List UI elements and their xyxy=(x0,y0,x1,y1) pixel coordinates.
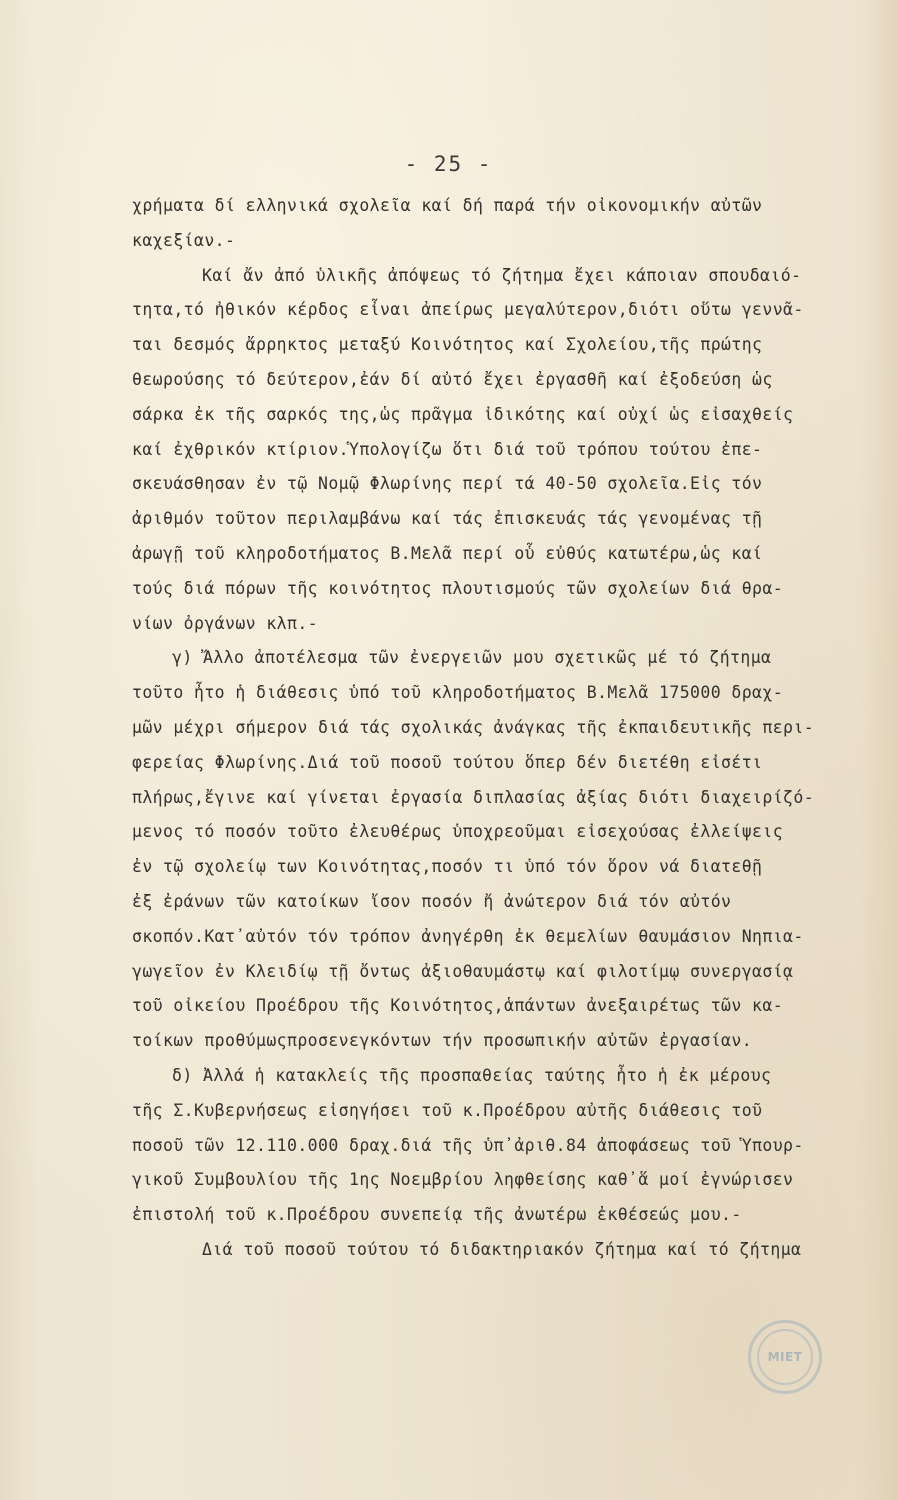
text-line: τῆς Σ.Κυβερνήσεως εἰσηγήσει τοῦ κ.Προέδρου αὐτῆς διάθεσις τοῦ xyxy=(132,1100,763,1120)
text-line: φερείας Φλωρίνης.Διά τοῦ ποσοῦ τούτου ὅπερ δέν διετέθη εἰσέτι xyxy=(132,752,763,772)
text-line: σκοπόν.Κατ᾿αὐτόν τόν τρόπον ἀνηγέρθη ἐκ θεμελίων θαυμάσιον Νηπια- xyxy=(132,926,804,946)
stamp-label: ΜΙΕΤ xyxy=(757,1329,813,1385)
text-line: Καί ἄν ἀπό ὑλικῆς ἀπόψεως τό ζήτημα ἔχει κάποιαν σπουδαιό- xyxy=(202,265,802,285)
page-number: - 25 - xyxy=(404,152,493,176)
text-line: πλήρως,ἔγινε καί γίνεται ἐργασία διπλασίας ἀξίας διότι διαχειρίζό- xyxy=(132,787,815,807)
text-line: τοῦτο ἦτο ἡ διάθεσις ὑπό τοῦ κληροδοτήματος Β.Μελᾶ 175000 δραχ- xyxy=(132,683,784,703)
text-line: θεωρούσης τό δεύτερον,ἐάν δί αὐτό ἔχει ἐργασθῆ καί ἐξοδεύση ὡς xyxy=(132,369,773,389)
text-line: ἀρωγῇ τοῦ κληροδοτήματος Β.Μελᾶ περί οὗ εὐθύς κατωτέρω,ὡς καί xyxy=(132,543,763,563)
text-line: τοῦ οἰκείου Προέδρου τῆς Κοινότητος,ἁπάντων ἀνεξαιρέτως τῶν κα- xyxy=(132,996,784,1016)
text-line: δ) Ἀλλά ἡ κατακλείς τῆς προσπαθείας ταύτης ἦτο ἡ ἐκ μέρους xyxy=(172,1065,772,1085)
text-line: γ) Ἄλλο ἀποτέλεσμα τῶν ἐνεργειῶν μου σχετικῶς μέ τό ζήτημα xyxy=(172,648,772,668)
text-line: γωγεῖον ἐν Κλειδίῳ τῇ ὄντως ἀξιοθαυμάστῳ καί φιλοτίμῳ συνεργασίᾳ xyxy=(132,961,794,981)
text-line: νίων ὀργάνων κλπ.- xyxy=(132,613,319,633)
text-line: τητα,τό ἠθικόν κέρδος εἶναι ἀπείρως μεγαλύτερον,διότι οὕτω γεννᾶ- xyxy=(132,300,804,320)
body-text xyxy=(132,189,877,1268)
archive-stamp xyxy=(748,1320,822,1394)
text-line: μενος τό ποσόν τοῦτο ἐλευθέρως ὑποχρεοῦμαι εἰσεχούσας ἐλλείψεις xyxy=(132,822,784,842)
text-line: τοίκων προθύμωςπροσενεγκόντων τήν προσωπικήν αὐτῶν ἐργασίαν. xyxy=(132,1031,753,1051)
text-line: καί ἐχθρικόν κτίριον.Ὑπολογίζω ὅτι διά τοῦ τρόπου τούτου ἐπε- xyxy=(132,439,763,459)
text-line: ποσοῦ τῶν 12.110.000 δραχ.διά τῆς ὑπ᾿ἀριθ.84 ἀποφάσεως τοῦ Ὑπουρ- xyxy=(132,1135,804,1155)
text-line: ἐπιστολή τοῦ κ.Προέδρου συνεπείᾳ τῆς ἀνωτέρω ἐκθέσεώς μου.- xyxy=(132,1205,742,1225)
text-line: καχεξίαν.- xyxy=(132,230,236,250)
text-line: σάρκα ἐκ τῆς σαρκός της,ὡς πρᾶγμα ἰδικότης καί οὐχί ὡς εἰσαχθείς xyxy=(132,404,794,424)
text-line: γικοῦ Συμβουλίου τῆς 1ης Νοεμβρίου ληφθείσης καθ᾿ἅ μοί ἐγνώρισεν xyxy=(132,1170,794,1190)
text-line: ται δεσμός ἄρρηκτος μεταξύ Κοινότητος καί Σχολείου,τῆς πρώτης xyxy=(132,335,763,355)
text-line: μῶν μέχρι σήμερον διά τάς σχολικάς ἀνάγκας τῆς ἐκπαιδευτικῆς περι- xyxy=(132,717,815,737)
text-line: ἀριθμόν τοῦτον περιλαμβάνω καί τάς ἐπισκευάς τάς γενομένας τῇ xyxy=(132,509,763,529)
text-line: Διά τοῦ ποσοῦ τούτου τό διδακτηριακόν ζήτημα καί τό ζήτημα xyxy=(202,1239,802,1259)
text-line: χρήματα δί ελληνικά σχολεῖα καί δή παρά τήν οἰκονομικήν αὐτῶν xyxy=(132,196,763,215)
text-line: ἐξ ἐράνων τῶν κατοίκων ἴσον ποσόν ἤ ἀνώτερον διά τόν αὐτόν xyxy=(132,891,732,911)
text-line: σκευάσθησαν ἐν τῷ Νομῷ Φλωρίνης περί τά 40-50 σχολεῖα.Εἰς τόν xyxy=(132,474,763,494)
text-line: ἐν τῷ σχολείῳ των Κοινότητας,ποσόν τι ὑπό τόν ὅρον νά διατεθῇ xyxy=(132,857,763,877)
text-line: τούς διά πόρων τῆς κοινότητος πλουτισμούς τῶν σχολείων διά θρα- xyxy=(132,578,784,598)
